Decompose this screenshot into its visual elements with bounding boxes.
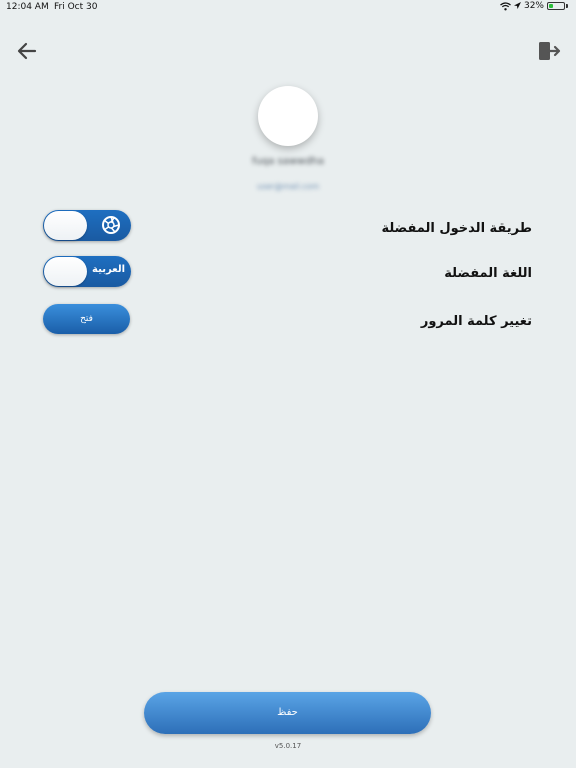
camera-shutter-icon (101, 215, 121, 235)
status-time: 12:04 AM (6, 2, 49, 12)
user-email: user@mail.com (256, 182, 320, 191)
user-name: fuqa sawwdha (251, 156, 325, 167)
language-toggle[interactable] (43, 256, 131, 287)
status-indicators (500, 1, 568, 11)
status-date: Fri Oct 30 (54, 2, 98, 12)
logout-icon (536, 38, 562, 64)
location-icon (514, 2, 521, 10)
toggle-knob (44, 257, 87, 286)
version-text: v5.0.17 (274, 742, 302, 750)
save-button[interactable]: حفظ (144, 692, 431, 734)
language-label: اللغة المفضلة (444, 266, 532, 281)
back-button[interactable] (14, 38, 40, 64)
language-value: العربية (92, 264, 125, 275)
avatar[interactable] (258, 86, 318, 146)
battery-tip (566, 4, 568, 8)
change-password-label: تغيير كلمة المرور (420, 314, 532, 329)
toggle-knob (44, 211, 87, 240)
arrow-left-icon (14, 38, 40, 64)
status-bar (0, 0, 576, 16)
battery-text: 32% (523, 1, 544, 11)
change-password-open-button[interactable]: فتح (43, 304, 130, 334)
wifi-icon (500, 2, 511, 11)
login-method-toggle[interactable] (43, 210, 131, 241)
battery-icon (547, 2, 565, 10)
logout-button[interactable] (536, 38, 562, 64)
battery-fill (549, 4, 553, 8)
login-method-label: طريقة الدخول المفضلة (381, 221, 532, 236)
